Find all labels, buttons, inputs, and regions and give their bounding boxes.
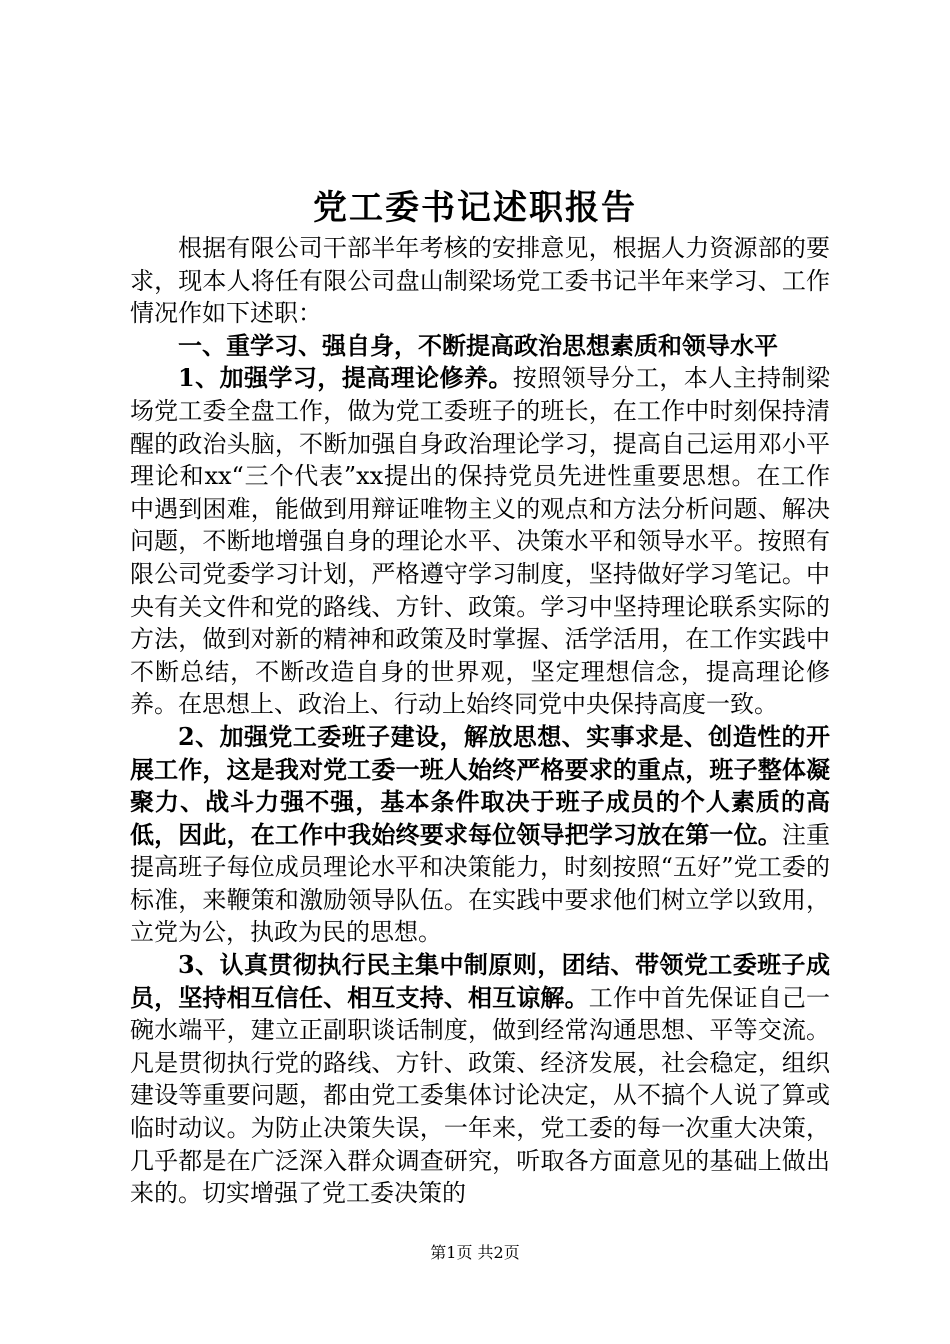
paragraph-3-body: 工作中首先保证自己一碗水端平，建立正副职谈话制度，做到经常沟通思想、平等交流。凡是贯彻执行党的路线、方针、政策、经济发展，社会稳定，组织建设等重要问题，都由党工委集体讨论决定，从不搞个人说了算或临时动议。为防止决策失误，一年来，党工委的每一次重大决策，几乎都是在广泛深入群众调查研究，听取各方面意见的基础上做出来的。切实增强了党工委决策的 xyxy=(130,983,831,1208)
intro-paragraph: 根据有限公司干部半年考核的安排意见，根据人力资源部的要求，现本人将任有限公司盘山制梁场党工委书记半年来学习、工作情况作如下述职： xyxy=(130,234,830,328)
paragraph-1-lead: 1、加强学习，提高理论修养。 xyxy=(178,363,513,393)
document-title: 党工委书记述职报告 xyxy=(313,188,637,228)
paragraph-3 xyxy=(130,949,830,1210)
document-body xyxy=(130,232,830,1210)
page-footer: 第1页 共2页 xyxy=(430,1243,520,1262)
section-heading: 一、重学习、强自身，不断提高政治思想素质和领导水平 xyxy=(178,330,778,360)
paragraph-3-lead: 3、认真贯彻执行民主集中制原则，团结、带领党工委班子成员，坚持相互信任、相互支持、相互谅解。 xyxy=(130,950,830,1012)
paragraph-1-body: 按照领导分工，本人主持制梁场党工委全盘工作，做为党工委班子的班长，在工作中时刻保持清醒的政治头脑，不断加强自身政治理论学习，提高自己运用邓小平理论和xx“三个代表”xx提出的保持党员先进性重要思想。在工作中遇到困难，能做到用辩证唯物主义的观点和方法分析问题、解决问题，不断地增强自身的理论水平、决策水平和领导水平。按照有限公司党委学习计划，严格遵守学习制度，坚持做好学习笔记。中央有关文件和党的路线、方针、政策。学习中坚持理论联系实际的方法，做到对新的精神和政策及时掌握、活学活用，在工作实践中不断总结，不断改造自身的世界观，坚定理想信念，提高理论修养。在思想上、政治上、行动上始终同党中央保持高度一致。 xyxy=(130,364,830,719)
paragraph-2-lead: 2、加强党工委班子建设，解放思想、实事求是、创造性的开展工作，这是我对党工委一班人始终严格要求的重点，班子整体凝聚力、战斗力强不强，基本条件取决于班子成员的个人素质的高低，因此，在工作中我始终要求每位领导把学习放在第一位。 xyxy=(130,721,830,849)
paragraph-1 xyxy=(130,362,830,721)
paragraph-2 xyxy=(130,721,830,949)
paragraph-2-body: 注重提高班子每位成员理论水平和决策能力，时刻按照“五好”党工委的标准，来鞭策和激励领导队伍。在实践中要求他们树立学以致用，立党为公，执政为民的思想。 xyxy=(130,820,831,947)
